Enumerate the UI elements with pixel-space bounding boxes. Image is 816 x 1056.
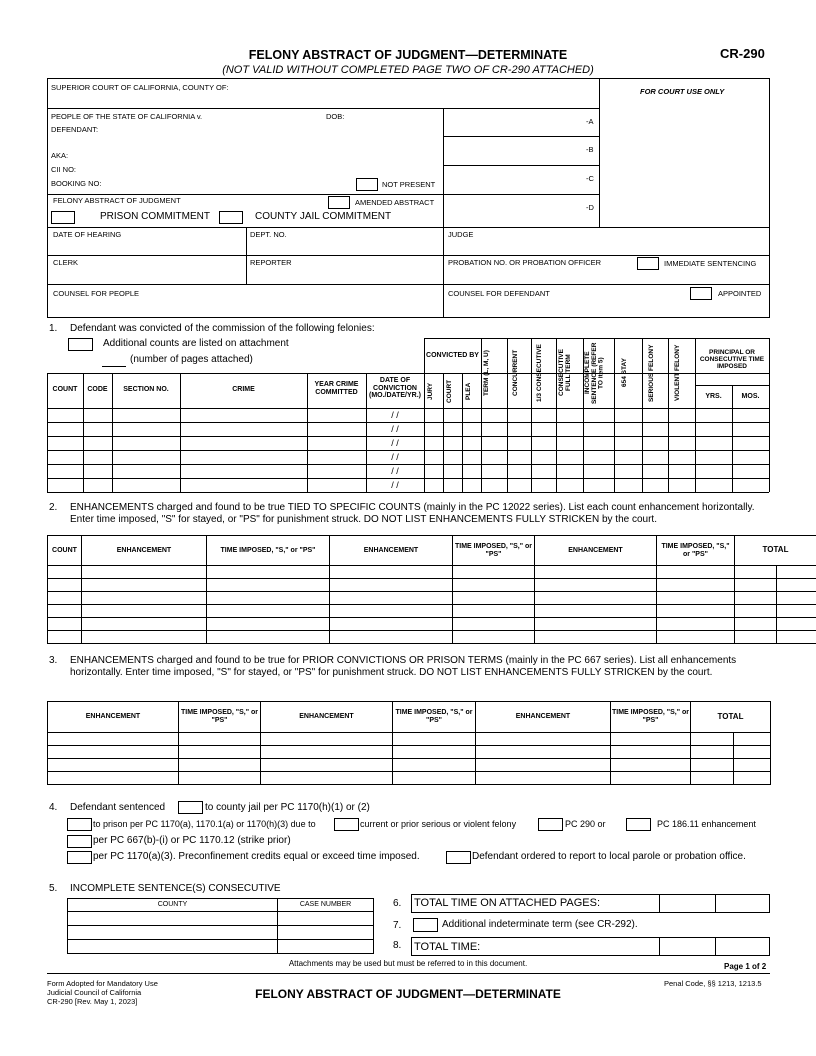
prison-commitment-label: PRISON COMMITMENT <box>100 211 210 222</box>
counsel-defendant-label: COUNSEL FOR DEFENDANT <box>448 289 550 298</box>
court-use-only: FOR COURT USE ONLY <box>640 87 725 96</box>
booking-label: BOOKING NO: <box>51 179 102 188</box>
footer-title: FELONY ABSTRACT OF JUDGMENT—DETERMINATE <box>255 987 561 1001</box>
table-row[interactable] <box>68 926 374 940</box>
section7-number: 7. <box>393 920 402 931</box>
appointed-label: APPOINTED <box>718 289 762 298</box>
section3-text: ENHANCEMENTS charged and found to be true for PRIOR CONVICTIONS OR PRISON TERMS (mainly in the PC 667 series). List all enhancements horizontally. Enter time imposed, "S" for stayed, or "PS" for punishment struck. DO NOT LIST ENHANCEMENTS FULLY STRICKEN by the court. <box>70 655 737 678</box>
col-section-no: SECTION NO. <box>123 386 169 393</box>
felony-abstract-label: FELONY ABSTRACT OF JUDGMENT <box>53 196 181 205</box>
form-subtitle: (NOT VALID WITHOUT COMPLETED PAGE TWO OF CR-290 ATTACHED) <box>222 64 594 76</box>
s2-col-time-1: TIME IMPOSED, "S," or "PS" <box>207 536 330 566</box>
table-row[interactable] <box>48 759 771 772</box>
report-parole-checkbox[interactable] <box>446 851 471 864</box>
s3-col-time-2: TIME IMPOSED, "S," or "PS" <box>393 702 476 733</box>
form-title: FELONY ABSTRACT OF JUDGMENT—DETERMINATE <box>248 48 568 62</box>
date-row-6[interactable]: / / <box>391 480 399 490</box>
county-jail-label: COUNTY JAIL COMMITMENT <box>255 211 392 222</box>
immediate-sentencing-label: IMMEDIATE SENTENCING <box>664 259 757 268</box>
total-attached-yrs-field[interactable] <box>660 895 714 912</box>
prison-commitment-checkbox[interactable] <box>51 211 75 224</box>
pc290-label: PC 290 or <box>565 819 606 829</box>
section6-number: 6. <box>393 898 402 909</box>
form-adopted-line1: Form Adopted for Mandatory Use <box>47 979 158 988</box>
col-date-of-conviction: DATE OF CONVICTION (MO./DATE/YR.) <box>369 377 421 400</box>
pc290-checkbox[interactable] <box>538 818 563 831</box>
s3-col-time-1: TIME IMPOSED, "S," or "PS" <box>179 702 261 733</box>
s2-col-time-3: TIME IMPOSED, "S," or "PS" <box>657 536 735 566</box>
county-jail-checkbox[interactable] <box>219 211 243 224</box>
cii-label: CII NO: <box>51 165 77 174</box>
s3-col-total: TOTAL <box>691 702 771 733</box>
s2-col-enhancement-1: ENHANCEMENT <box>82 536 207 566</box>
col-code: CODE <box>87 386 108 393</box>
pc186-checkbox[interactable] <box>626 818 651 831</box>
table-row[interactable] <box>68 912 374 926</box>
col-year-committed: YEAR CRIME COMMITTED <box>314 381 359 396</box>
col-one-third-consecutive: 1/3 CONSECUTIVE <box>536 344 543 402</box>
col-violent-felony: VIOLENT FELONY <box>674 344 681 402</box>
section3-number: 3. <box>49 655 58 666</box>
col-court: COURT <box>446 379 453 403</box>
col-consecutive-full-term: CONSECUTIVE FULL TERM <box>558 349 572 397</box>
serious-violent-label: current or prior serious or violent felony <box>360 819 517 829</box>
enhancements-prior-table <box>47 701 771 785</box>
table-row[interactable] <box>48 772 771 785</box>
s2-col-enhancement-2: ENHANCEMENT <box>330 536 453 566</box>
pages-attached-label: (number of pages attached) <box>130 354 253 365</box>
section5-text: INCOMPLETE SENTENCE(S) CONSECUTIVE <box>70 883 281 894</box>
to-prison-label: to prison per PC 1170(a), 1170.1(a) or 1170(h)(3) due to <box>93 819 316 829</box>
suffix-a: -A <box>586 117 594 126</box>
col-yrs: YRS. <box>705 393 722 400</box>
indeterminate-term-checkbox[interactable] <box>413 918 438 932</box>
table-row[interactable] <box>48 618 816 631</box>
incomplete-sentence-table <box>67 898 374 954</box>
section8-number: 8. <box>393 940 402 951</box>
aka-label: AKA: <box>51 151 69 160</box>
county-jail-1170h-checkbox[interactable] <box>178 801 203 814</box>
table-row[interactable] <box>48 566 816 579</box>
col-term: TERM (L, M, U) <box>483 350 490 396</box>
pages-attached-field[interactable] <box>102 366 126 367</box>
col-incomplete-sentence: INCOMPLETE SENTENCE (REFER TO item 5) <box>584 342 605 404</box>
additional-counts-label: Additional counts are listed on attachment <box>103 338 289 349</box>
date-row-5[interactable]: / / <box>391 466 399 476</box>
defendant-label: DEFENDANT: <box>51 125 99 134</box>
people-label: PEOPLE OF THE STATE OF CALIFORNIA v. <box>51 112 203 121</box>
judge-label: JUDGE <box>448 230 474 239</box>
date-row-2[interactable]: / / <box>391 424 399 434</box>
county-jail-1170h-label: to county jail per PC 1170(h)(1) or (2) <box>205 802 370 813</box>
table-row[interactable] <box>48 733 771 746</box>
col-concurrent: CONCURRENT <box>512 349 519 397</box>
form-number: CR-290 <box>720 46 765 61</box>
to-prison-checkbox[interactable] <box>67 818 92 831</box>
table-row[interactable] <box>48 592 816 605</box>
form-adopted-line3: CR-290 [Rev. May 1, 2023] <box>47 997 138 1006</box>
preconfinement-checkbox[interactable] <box>67 851 92 864</box>
strike-prior-checkbox[interactable] <box>67 835 92 848</box>
clerk-label: CLERK <box>53 258 79 267</box>
indeterminate-term-label: Additional indeterminate term (see CR-292). <box>442 919 638 930</box>
section2-number: 2. <box>49 502 58 513</box>
attachments-note: Attachments may be used but must be referred to in this document. <box>288 959 528 968</box>
s2-col-enhancement-3: ENHANCEMENT <box>535 536 657 566</box>
probation-label: PROBATION NO. OR PROBATION OFFICER <box>448 258 602 267</box>
reporter-label: REPORTER <box>250 258 292 267</box>
s2-col-time-2: TIME IMPOSED, "S," or "PS" <box>453 536 535 566</box>
section2-text: ENHANCEMENTS charged and found to be true TIED TO SPECIFIC COUNTS (mainly in the PC 12022 series). List each count enhancement horizontally. Enter time imposed, "S" for stayed, or "PS" for punishment struck. DO NOT LIST ENHANCEMENTS FULLY STRICKEN by the court. <box>70 502 755 525</box>
form-adopted-line2: Judicial Council of California <box>47 988 142 997</box>
suffix-d: -D <box>586 203 594 212</box>
not-present-checkbox[interactable] <box>356 178 378 191</box>
suffix-c: -C <box>586 174 594 183</box>
additional-counts-checkbox[interactable] <box>68 338 93 351</box>
dept-no-label: DEPT. NO. <box>250 230 287 239</box>
convicted-by-header: CONVICTED BY <box>426 352 479 359</box>
col-serious-felony: SERIOUS FELONY <box>648 344 655 402</box>
s3-col-enhancement-1: ENHANCEMENT <box>48 702 179 733</box>
not-present-label: NOT PRESENT <box>382 180 436 189</box>
section4-number: 4. <box>49 802 58 813</box>
table-row[interactable] <box>48 579 816 592</box>
s5-col-case-number: CASE NUMBER <box>278 899 374 912</box>
col-crime: CRIME <box>232 386 255 393</box>
appointed-checkbox[interactable] <box>690 287 712 300</box>
table-row[interactable] <box>48 746 771 759</box>
penal-code: Penal Code, §§ 1213, 1213.5 <box>664 979 762 988</box>
date-row-1[interactable]: / / <box>391 410 399 420</box>
pc186-label: PC 186.11 enhancement <box>657 819 756 829</box>
date-of-hearing-label: DATE OF HEARING <box>53 230 122 239</box>
principal-header: PRINCIPAL OR CONSECUTIVE TIME IMPOSED <box>699 349 765 371</box>
s2-col-count: COUNT <box>48 536 82 566</box>
dob-label: DOB: <box>326 112 345 121</box>
strike-prior-label: per PC 667(b)-(i) or PC 1170.12 (strike prior) <box>93 835 291 846</box>
s3-col-time-3: TIME IMPOSED, "S," or "PS" <box>611 702 691 733</box>
enhancements-count-table <box>47 535 816 644</box>
col-plea: PLEA <box>465 382 472 400</box>
county-field[interactable] <box>52 94 592 106</box>
total-time-label: TOTAL TIME: <box>414 941 481 953</box>
serious-violent-checkbox[interactable] <box>334 818 359 831</box>
s3-col-enhancement-3: ENHANCEMENT <box>476 702 611 733</box>
immediate-sentencing-checkbox[interactable] <box>637 257 659 270</box>
total-time-mos-field[interactable] <box>716 938 769 955</box>
section5-number: 5. <box>49 883 58 894</box>
table-row[interactable] <box>48 605 816 618</box>
superior-court-label: SUPERIOR COURT OF CALIFORNIA, COUNTY OF: <box>51 83 229 92</box>
amended-abstract-label: AMENDED ABSTRACT <box>355 198 435 207</box>
page-number: Page 1 of 2 <box>724 962 767 971</box>
s3-col-enhancement-2: ENHANCEMENT <box>261 702 393 733</box>
section1-text: Defendant was convicted of the commission of the following felonies: <box>70 323 375 334</box>
amended-abstract-checkbox[interactable] <box>328 196 350 209</box>
date-row-4[interactable]: / / <box>391 452 399 462</box>
col-mos: MOS. <box>741 393 760 400</box>
col-654-stay: 654 STAY <box>621 358 628 388</box>
table-row[interactable] <box>68 940 374 954</box>
counsel-people-label: COUNSEL FOR PEOPLE <box>53 289 139 298</box>
col-count: COUNT <box>52 386 78 393</box>
section1-number: 1. <box>49 323 58 334</box>
s2-col-total: TOTAL <box>735 536 816 566</box>
s5-col-county: COUNTY <box>68 899 278 912</box>
report-parole-label: Defendant ordered to report to local parole or probation office. <box>472 851 746 862</box>
preconfinement-label: per PC 1170(a)(3). Preconfinement credits equal or exceed time imposed. <box>93 851 420 862</box>
date-row-3[interactable]: / / <box>391 438 399 448</box>
table-row[interactable] <box>48 631 816 644</box>
col-jury: JURY <box>427 382 434 400</box>
suffix-b: -B <box>586 145 594 154</box>
total-attached-mos-field[interactable] <box>716 895 769 912</box>
sentenced-label: Defendant sentenced <box>70 802 166 813</box>
total-time-yrs-field[interactable] <box>660 938 714 955</box>
total-attached-label: TOTAL TIME ON ATTACHED PAGES: <box>414 897 601 909</box>
